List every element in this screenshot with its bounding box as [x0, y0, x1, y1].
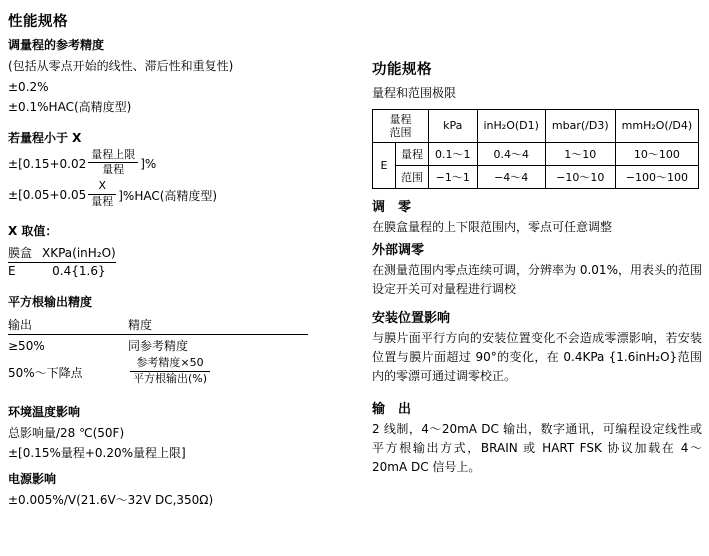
range-limits-table — [372, 109, 699, 189]
power-supply-line1: ±0.005%/V(21.6V～32V DC,350Ω) — [8, 492, 214, 507]
table-header-row — [373, 109, 699, 142]
x-value-heading: X 取值： — [8, 224, 58, 239]
span-equation-high — [8, 181, 348, 209]
range-col-header-1: inH₂O(D1) — [477, 109, 545, 142]
eq2-fraction — [88, 180, 116, 208]
range-row1-cell-0: −1～1 — [429, 165, 478, 188]
eq2-prefix: ± — [8, 188, 19, 203]
table-row — [8, 263, 116, 280]
accuracy-heading: 调量程的参考精度 — [8, 38, 105, 52]
eq2-open: [0.05+0.05 — [18, 188, 87, 203]
eq1-open: [0.15+0.02 — [18, 156, 87, 171]
corner-bottom-label: 范围 — [389, 125, 412, 139]
sqrt-accuracy-table — [8, 314, 308, 388]
range-row0-cell-2: 1～10 — [545, 142, 615, 165]
range-row1-cell-2: −10～10 — [545, 165, 615, 188]
accuracy-value-high: ±0.1%HAC(高精度型) — [8, 100, 132, 115]
range-col-header-3: mmH₂O(/D4) — [615, 109, 699, 142]
sq-table-header-1: 精度 — [128, 314, 308, 335]
sq-row1-output: 50%～下降点 — [8, 365, 83, 380]
range-row1-cell-3: −100～100 — [615, 165, 699, 188]
range-col-header-0: kPa — [429, 109, 478, 142]
sq-table-header-0: 输出 — [8, 314, 128, 335]
sqrt-output-heading: 平方根输出精度 — [8, 295, 93, 310]
sq-row1-fraction — [130, 357, 210, 385]
range-group-label: E — [373, 142, 396, 188]
zero-adjust-text: 在膜盒量程的上下限范围内，零点可任意调整 — [372, 219, 613, 234]
eq2-numerator: X — [88, 180, 116, 195]
sq-row1-denominator: 平方根输出(%) — [133, 371, 208, 385]
left-column — [8, 10, 348, 511]
ambient-temp-line2: ±[0.15%量程+0.20%量程上限] — [8, 446, 186, 461]
sq-row0-accuracy: 同参考精度 — [128, 339, 189, 354]
eq1-numerator: 量程上限 — [88, 149, 138, 164]
table-row — [373, 142, 699, 165]
range-row0-cell-1: 0.4～4 — [477, 142, 545, 165]
sq-row1-numerator: 参考精度×50 — [130, 357, 210, 372]
sq-row0-output: ≥50% — [8, 338, 45, 353]
external-zero-heading: 外部调零 — [372, 243, 425, 259]
mounting-position-text: 与膜片面平行方向的安装位置变化不会造成零漂影响，若安装位置与膜片面超过 90°的变化，在 0.4KPa {1.6inH₂O}范围内的零漂可通过调零校正。 — [372, 330, 702, 383]
table-row — [373, 165, 699, 188]
eq1-fraction — [88, 149, 138, 177]
table-header-row — [8, 314, 308, 335]
span-heading: 若量程小于 X — [8, 130, 82, 145]
x-table-cell-0-0: E — [8, 264, 16, 279]
eq2-close: ]%HAC(高精度型) — [118, 188, 218, 203]
accuracy-note: (包括从零点开始的线性、滞后性和重复性) — [8, 59, 234, 73]
range-row1-cell-1: −4～4 — [477, 165, 545, 188]
x-table-header-1: XKPa(inH₂O) — [42, 243, 116, 263]
range-table-corner — [373, 109, 429, 142]
ambient-temp-line1: 总影响量/28 ℃(50F) — [8, 425, 125, 440]
right-column — [372, 58, 702, 480]
eq1-close: ]% — [140, 156, 157, 171]
sq-row1-accuracy-cell — [128, 356, 308, 388]
functional-spec-title: 功能规格 — [372, 62, 432, 78]
external-zero-text: 在测量范围内零点连续可调，分辨率为 0.01%，用表头的范围设定开关可对量程进行调校 — [372, 263, 702, 297]
span-equation-standard — [8, 147, 348, 178]
table-row — [8, 356, 308, 388]
x-table-cell-0-1: 0.4{1.6} — [52, 264, 106, 279]
x-value-table — [8, 243, 116, 279]
x-table-header-0: 膜盒 — [8, 243, 42, 263]
range-row0-label: 量程 — [396, 142, 429, 165]
accuracy-value-standard: ±0.2% — [8, 79, 49, 94]
output-heading: 输 出 — [372, 402, 412, 418]
eq1-denominator: 量程 — [102, 163, 125, 177]
range-row0-cell-0: 0.1～1 — [429, 142, 478, 165]
ambient-temp-heading: 环境温度影响 — [8, 404, 81, 419]
eq1-prefix: ± — [8, 156, 19, 171]
range-row0-cell-3: 10～100 — [615, 142, 699, 165]
mounting-position-heading: 安装位置影响 — [372, 310, 451, 326]
table-header-row — [8, 243, 116, 263]
range-limits-heading: 量程和范围极限 — [372, 86, 457, 100]
range-row1-label: 范围 — [396, 165, 429, 188]
table-row — [8, 335, 308, 357]
output-text: 2 线制，4～20mA DC 输出，数字通讯，可编程设定线性或平方根输出方式，BRAIN 或 HART FSK 协议加载在 4～20mA DC 信号上。 — [372, 422, 702, 475]
performance-spec-title: 性能规格 — [8, 14, 68, 30]
range-col-header-2: mbar(/D3) — [545, 109, 615, 142]
eq2-denominator: 量程 — [91, 194, 114, 208]
zero-adjust-heading: 调 零 — [372, 199, 412, 215]
power-supply-heading: 电源影响 — [8, 471, 57, 486]
corner-top-label: 量程 — [389, 112, 412, 126]
